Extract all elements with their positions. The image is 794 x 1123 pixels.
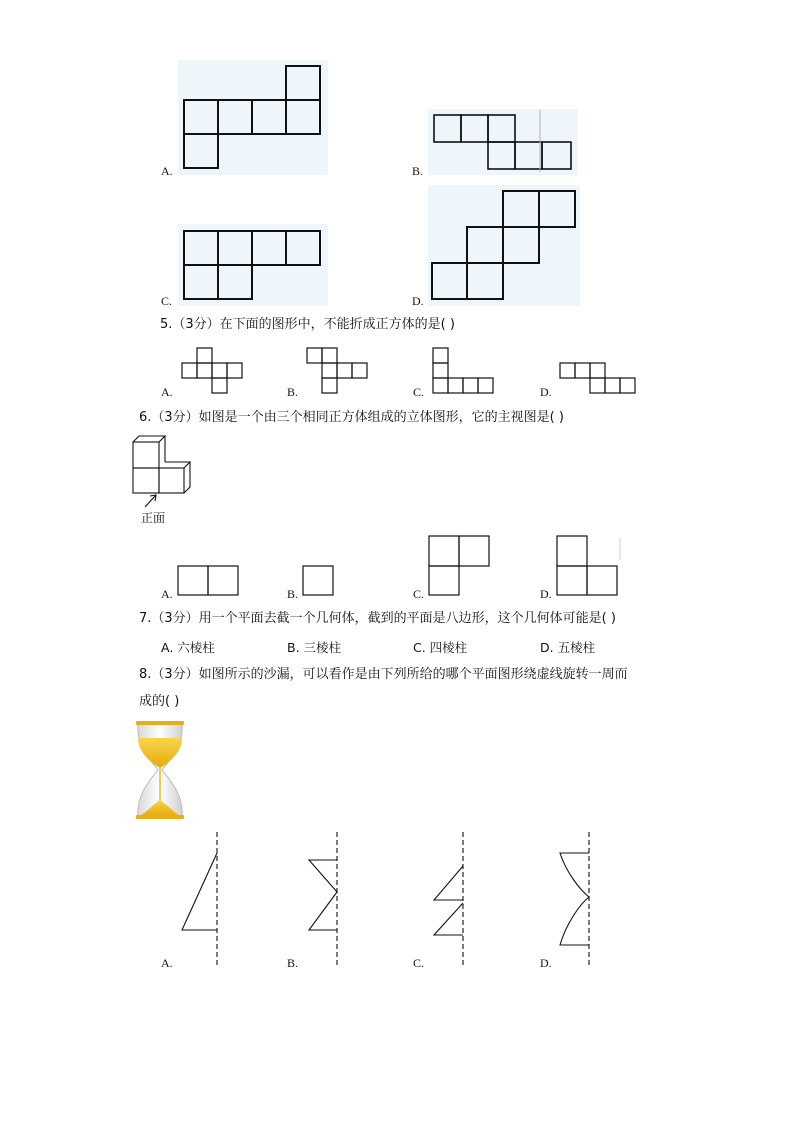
q4-label-a: A. (161, 164, 173, 178)
q5-label-b: B. (287, 385, 299, 399)
q8-label-a: A. (161, 956, 173, 970)
q7-option-b: B. 三棱柱 (287, 640, 342, 655)
q4-label-c: C. (161, 294, 173, 308)
q8-label-d: D. (540, 956, 552, 970)
q8-label-b: B. (287, 956, 299, 970)
q5-label-d: D. (540, 385, 552, 399)
q4-label-d: D. (412, 294, 424, 308)
q8-question-line1: 8.（3分）如图所示的沙漏，可以看作是由下列所给的哪个平面图形绕虚线旋转一周而 (139, 667, 628, 682)
q5-label-a: A. (161, 385, 173, 399)
q7-option-d: D. 五棱柱 (540, 640, 596, 655)
q7-option-c: C. 四棱柱 (413, 640, 468, 655)
q8-question-line2: 成的( ) (139, 694, 180, 709)
q6-label-b: B. (287, 587, 299, 601)
q6-label-d: D. (540, 587, 552, 601)
q7-option-a: A. 六棱柱 (161, 640, 215, 655)
q6-label-c: C. (413, 587, 425, 601)
q6-front-label: 正面 (141, 511, 166, 525)
q6-label-a: A. (161, 587, 173, 601)
q7-question-text: 7.（3分）用一个平面去截一个几何体，截到的平面是八边形，这个几何体可能是( ) (139, 611, 616, 626)
q8-label-c: C. (413, 956, 425, 970)
q5-question-text: 5.（3分）在下面的图形中，不能折成正方体的是( ) (160, 317, 455, 332)
q5-label-c: C. (413, 385, 425, 399)
q6-question-text: 6.（3分）如图是一个由三个相同正方体组成的立体图形，它的主视图是( ) (139, 410, 564, 425)
q4-label-b: B. (412, 164, 424, 178)
